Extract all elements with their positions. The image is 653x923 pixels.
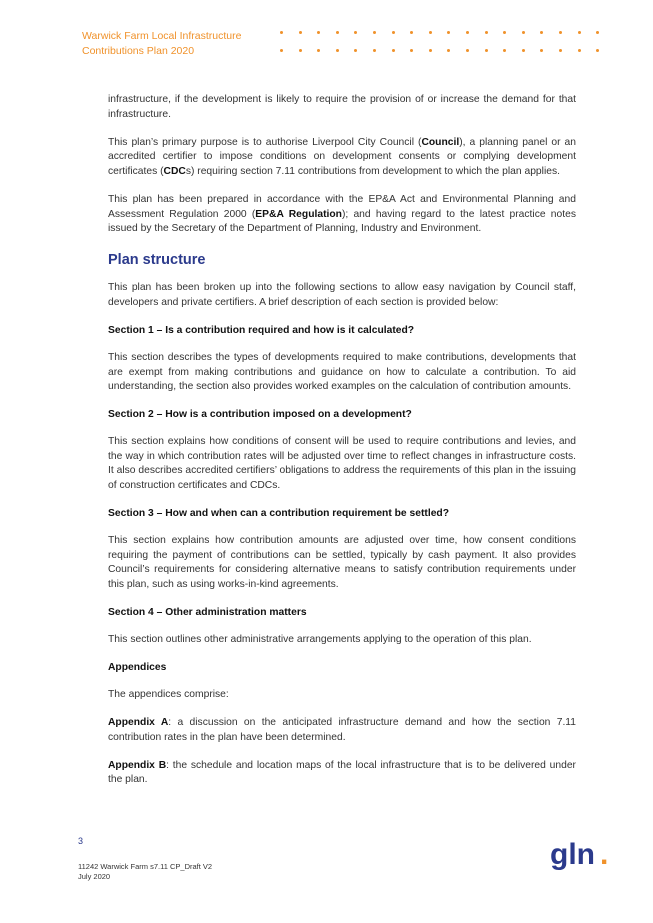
page-body <box>108 93 576 802</box>
document-header-title <box>82 29 241 59</box>
section-4-title: Section 4 – Other administration matters <box>108 606 307 618</box>
header-dot <box>336 49 339 52</box>
header-dot <box>280 31 283 34</box>
header-dot <box>447 31 450 34</box>
header-title-line-1: Warwick Farm Local Infrastructure <box>82 30 242 42</box>
header-title-line-2: Contributions Plan 2020 <box>82 45 195 57</box>
section-3-title: Section 3 – How and when can a contribution requirement be settled? <box>108 508 449 520</box>
header-dot <box>578 31 581 34</box>
term-cdc: CDC <box>163 165 186 177</box>
appendices-intro: The appendices comprise: <box>108 689 229 701</box>
header-dot <box>299 49 302 52</box>
term-epa-regulation: EP&A Regulation <box>255 208 342 220</box>
section-3-description: This section explains how contribution amounts are adjusted over time, how consent conditions requiring the payment of contributions can be settled, typically by cash payment. It also provides Council’s requirements for considering alternative means to satisfy contribution requirements under this plan, such as using works-in-kind agreements. <box>108 535 576 590</box>
section-1-title: Section 1 – Is a contribution required and how is it calculated? <box>108 324 415 336</box>
header-dot <box>392 49 395 52</box>
header-dot <box>596 49 599 52</box>
header-dot-pattern <box>280 28 610 58</box>
appendices-title: Appendices <box>108 662 167 674</box>
header-dot <box>485 31 488 34</box>
heading-plan-structure: Plan structure <box>108 252 206 269</box>
header-dot <box>596 31 599 34</box>
header-dot <box>540 31 543 34</box>
header-dot <box>280 49 283 52</box>
header-dot <box>317 31 320 34</box>
header-dot <box>429 49 432 52</box>
paragraph-infrastructure-continuation: infrastructure, if the development is likely to require the provision of or increase the demand for that infrastructure. <box>108 94 576 120</box>
header-dot <box>503 31 506 34</box>
paragraph-primary-purpose: This plan’s primary purpose is to authorise Liverpool City Council (Council), a planning panel or an accredited certifier to impose conditions on development consents or complying development certificates (CDCs) requiring section 7.11 contributions from development to which the plan applies. <box>108 136 577 177</box>
section-4-description: This section outlines other administrative arrangements applying to the operation of this plan. <box>108 633 532 645</box>
header-dot <box>522 31 525 34</box>
header-dot <box>447 49 450 52</box>
header-dot <box>392 31 395 34</box>
header-dot <box>466 31 469 34</box>
header-dot <box>559 31 562 34</box>
appendix-a-description: Appendix A: a discussion on the anticipated infrastructure demand and how the section 7.11 contribution rates in the plan have been determined. <box>108 717 576 743</box>
header-dot <box>522 49 525 52</box>
header-dot <box>540 49 543 52</box>
header-dot <box>336 31 339 34</box>
header-dot <box>373 31 376 34</box>
term-council: Council <box>421 136 460 148</box>
header-dot <box>429 31 432 34</box>
paragraph-prepared-in-accordance: This plan has been prepared in accordance with the EP&A Act and Environmental Planning and Assessment Regulation 2000 (EP&A Regulation); and having regard to the latest practice notes issued by the Secretary of the Department of Planning, Industry and Environment. <box>108 193 576 235</box>
gln-logo <box>550 838 610 878</box>
header-dot <box>410 49 413 52</box>
paragraph-plan-structure-intro: This plan has been broken up into the following sections to allow easy navigation by Council staff, developers and private certifiers. A brief description of each section is provided below: <box>108 282 576 308</box>
footer-doc-info <box>78 862 212 882</box>
header-dot <box>410 31 413 34</box>
page-number: 3 <box>78 836 84 846</box>
header-dot <box>317 49 320 52</box>
appendix-a-label: Appendix A <box>108 717 169 729</box>
header-dot <box>466 49 469 52</box>
header-dot <box>559 49 562 52</box>
section-2-title: Section 2 – How is a contribution imposed on a development? <box>108 409 412 421</box>
section-1-description: This section describes the types of developments required to make contributions, developments that are exempt from making contributions and guidance on how to calculate a contribution. To aid understanding, the section also provides worked examples on the calculation of contribution amounts. <box>108 351 576 393</box>
header-dot <box>354 49 357 52</box>
appendix-b-description: Appendix B: the schedule and location maps of the local infrastructure that is to be delivered under the plan. <box>108 759 576 786</box>
header-dot <box>354 31 357 34</box>
footer-doc-reference: 11242 Warwick Farm s7.11 CP_Draft V2 <box>78 862 213 871</box>
logo-dot: . <box>600 838 609 871</box>
footer-date: July 2020 <box>78 872 111 881</box>
section-2-description: This section explains how conditions of consent will be used to require contributions and levies, and the way in which contribution rates will be adjusted over time to reflect changes in infrastructure costs. It also describes accredited certifiers’ obligations to address the requirements of this plan in the issuing of construction certificates and CDCs. <box>108 436 576 491</box>
header-dot <box>299 31 302 34</box>
header-dot <box>503 49 506 52</box>
header-dot <box>373 49 376 52</box>
header-dot <box>578 49 581 52</box>
logo-text: gln <box>550 838 595 871</box>
appendix-b-label: Appendix B <box>108 759 167 771</box>
header-dot <box>485 49 488 52</box>
